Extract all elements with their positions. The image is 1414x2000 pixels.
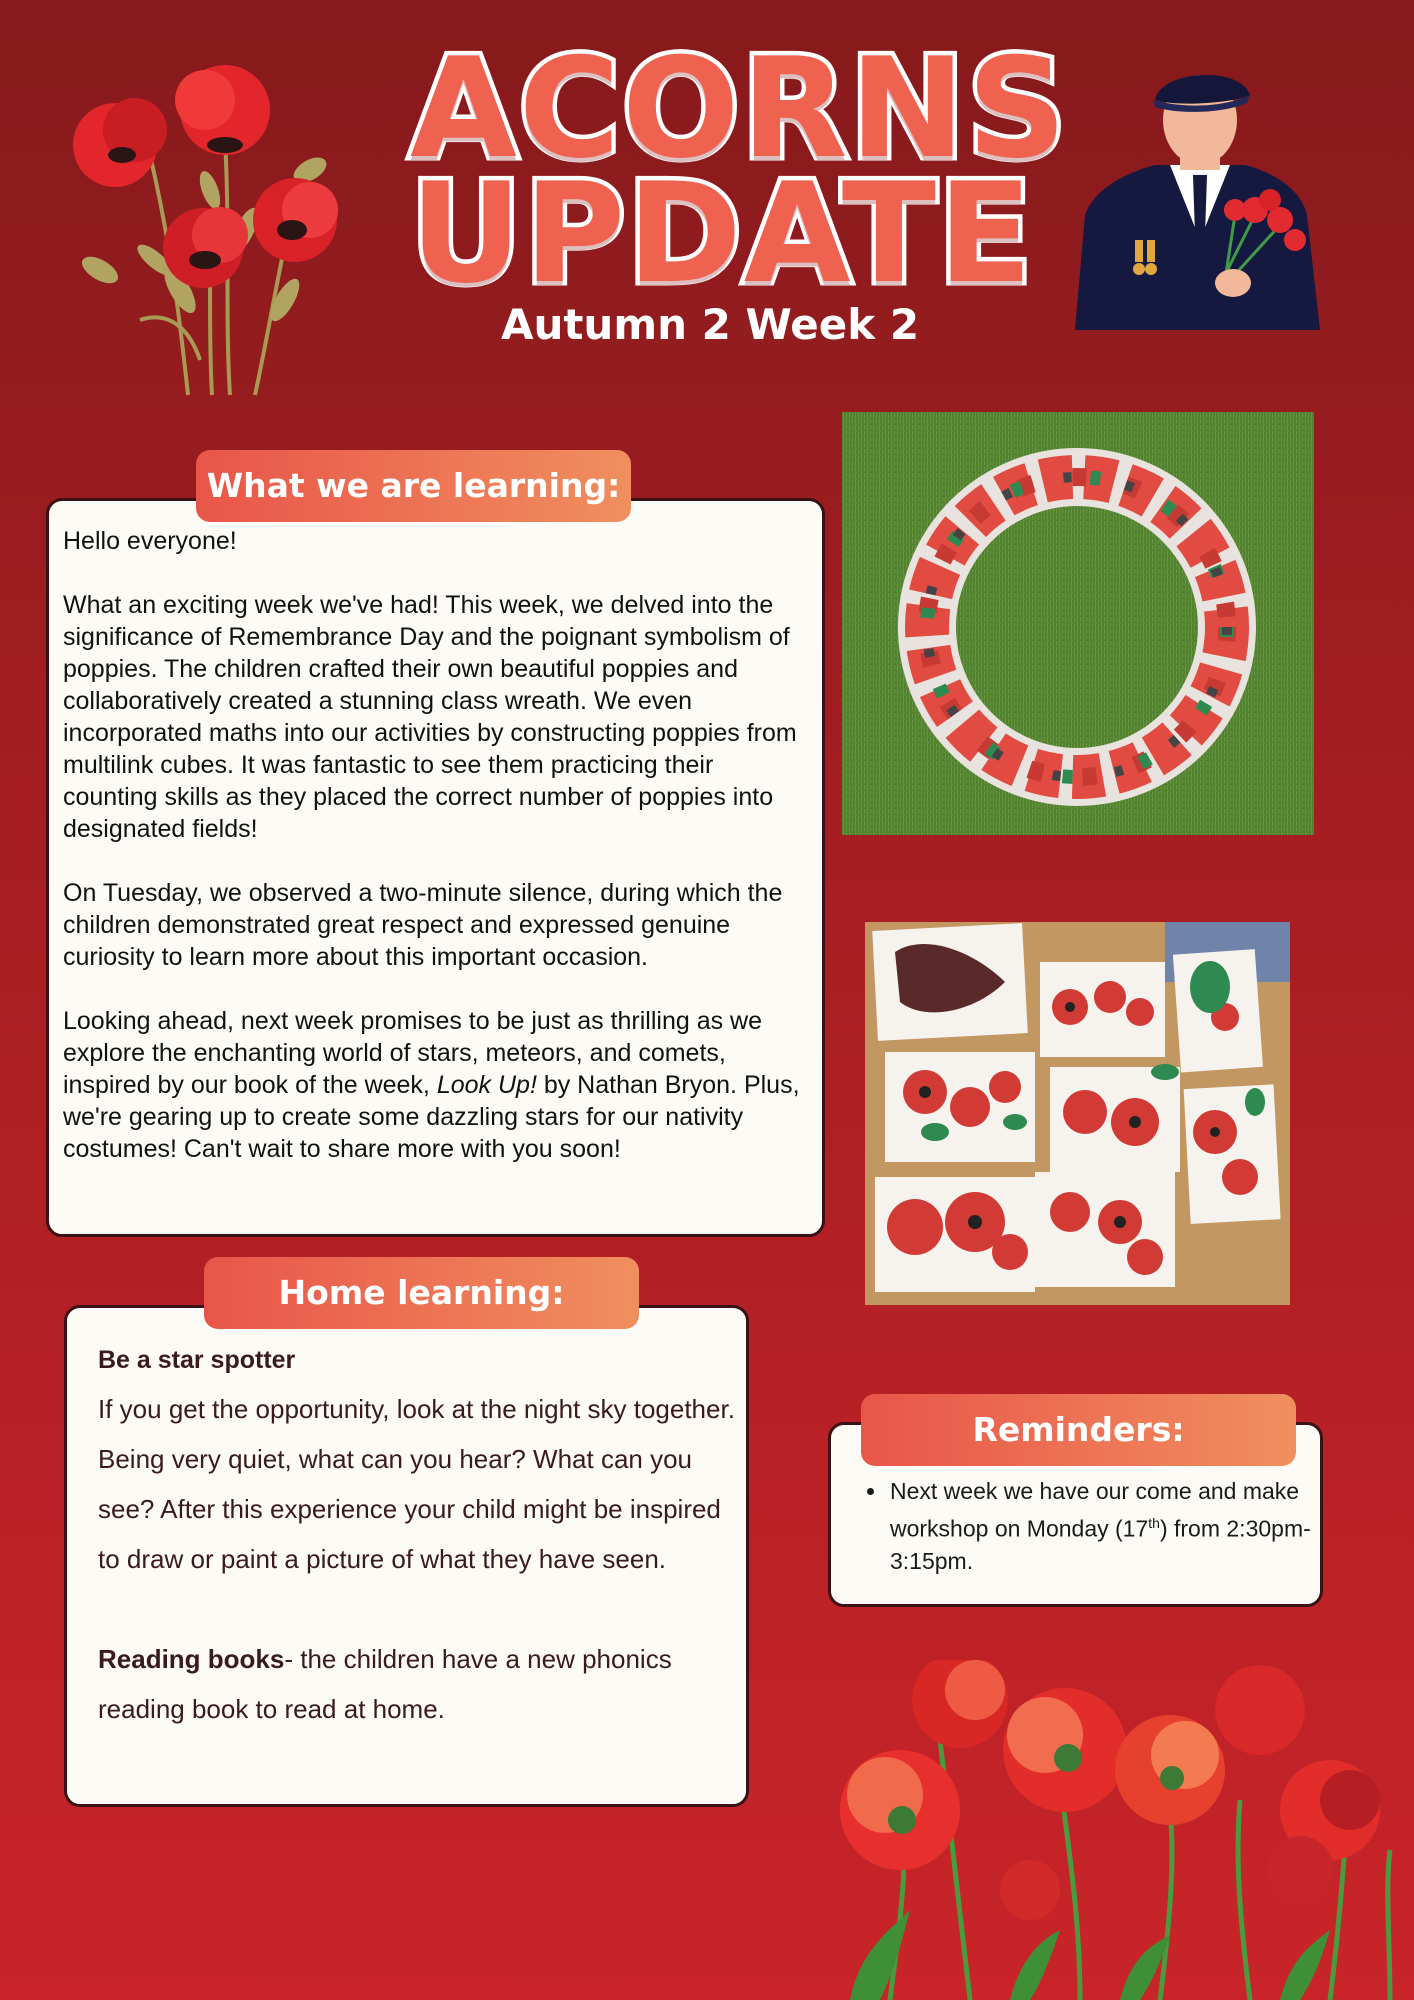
learning-heading: What we are learning: (196, 450, 631, 522)
poppy-field-icon (830, 1660, 1414, 2000)
soldier-with-poppies-icon (1075, 65, 1325, 330)
learning-text (63, 525, 803, 1165)
painted-poppies-photo (865, 922, 1290, 1305)
star-spotter-title: Be a star spotter (98, 1346, 296, 1374)
reminders-heading: Reminders: (861, 1394, 1296, 1466)
reading-books-title: Reading books (98, 1644, 285, 1674)
title-update: UPDATE (410, 153, 1035, 314)
learning-paragraph-1: What an exciting week we've had! This week, we delved into the significance of Remembrance Day and the poignant symbolism of poppies. The children crafted their own beautiful poppies and collaboratively created a stunning class wreath. We even incorporated maths into our activities by constructing poppies from multilink cubes. It was fantastic to see them practicing their counting skills as they placed the correct number of poppies into designated fields! (63, 591, 797, 843)
learning-greeting: Hello everyone! (63, 527, 237, 555)
book-title: Look Up! (436, 1071, 537, 1099)
star-spotter-body: If you get the opportunity, look at the night sky together. Being very quiet, what can you hear? What can you see? After this experience your child might be inspired to draw or paint a picture of what they have seen. (98, 1394, 735, 1574)
poppy-bouquet-icon (60, 60, 350, 400)
learning-paragraph-2: On Tuesday, we observed a two-minute silence, during which the children demonstrated great respect and expressed genuine curiosity to learn more about this important occasion. (63, 879, 783, 971)
learning-paragraph-3: Looking ahead, next week promises to be just as thrilling as we explore the enchanting world of stars, meteors, and comets, inspired by our book of the week, Look Up! by Nathan Bryon. Plus, we're gearing up to create some dazzling stars for our nativity costumes! Can't wait to share more with you soon! (63, 1007, 800, 1163)
title-acorns: ACORNS (410, 28, 1069, 189)
reminder-item: • Next week we have our come and make workshop on Monday (17th) from 2:30pm-3:15pm. (888, 1475, 1328, 1577)
reminders-list (862, 1475, 1328, 1577)
home-learning-heading: Home learning: (204, 1257, 639, 1329)
home-learning-text (98, 1342, 738, 1734)
wreath-photo (842, 412, 1314, 835)
subtitle: Autumn 2 Week 2 (500, 300, 920, 349)
reading-books-line: Reading books- the children have a new phonics reading book to read at home. (98, 1644, 672, 1724)
